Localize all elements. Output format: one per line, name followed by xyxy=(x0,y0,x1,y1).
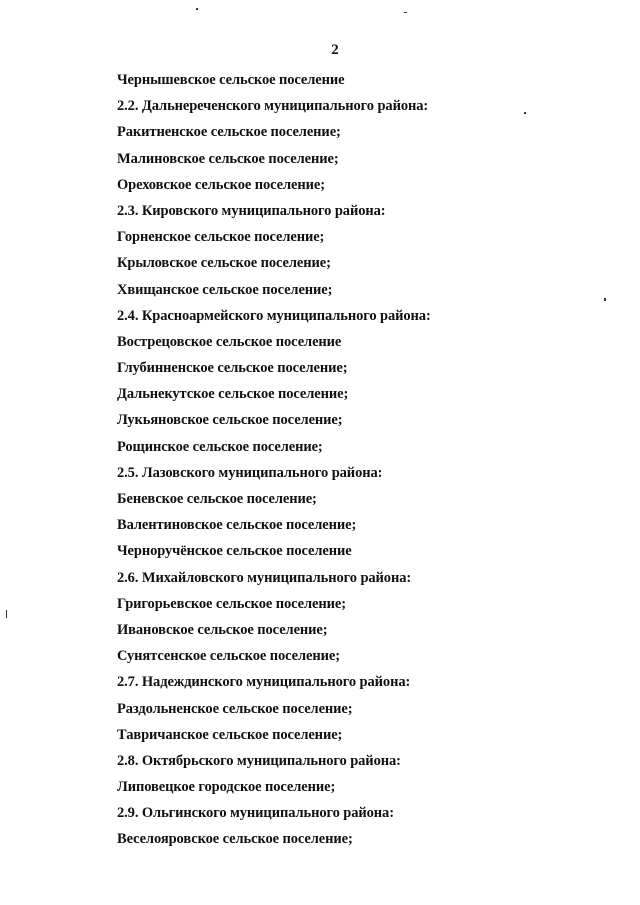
settlement-item: Дальнекутское сельское поселение; xyxy=(117,386,349,403)
settlement-item: Ивановское сельское поселение; xyxy=(117,621,328,638)
district-heading: 2.8. Октябрьского муниципального района: xyxy=(117,752,401,769)
settlement-item: Черноручёнское сельское поселение xyxy=(117,543,352,560)
settlement-item: Малиновское сельское поселение; xyxy=(117,150,339,167)
district-heading: 2.4. Красноармейского муниципального района: xyxy=(117,307,431,324)
settlement-item: Рощинское сельское поселение; xyxy=(117,438,323,455)
settlement-item: Веселояровское сельское поселение; xyxy=(117,831,353,848)
settlement-item: Ореховское сельское поселение; xyxy=(117,176,325,193)
scan-speck xyxy=(404,12,407,13)
settlement-item: Глубинненское сельское поселение; xyxy=(117,360,348,377)
scan-speck xyxy=(524,112,526,114)
page-number: 2 xyxy=(331,42,339,58)
settlement-item: Горненское сельское поселение; xyxy=(117,229,325,246)
district-heading: 2.9. Ольгинского муниципального района: xyxy=(117,805,394,822)
settlement-item: Сунятсенское сельское поселение; xyxy=(117,648,340,665)
settlement-item: Вострецовское сельское поселение xyxy=(117,333,342,350)
scan-speck xyxy=(6,610,7,618)
settlement-item: Валентиновское сельское поселение; xyxy=(117,517,357,534)
settlement-item: Чернышевское сельское поселение xyxy=(117,72,345,88)
district-heading: 2.6. Михайловского муниципального района: xyxy=(117,569,412,586)
settlement-item: Раздольненское сельское поселение; xyxy=(117,700,353,717)
district-heading: 2.3. Кировского муниципального района: xyxy=(117,202,386,219)
settlement-item: Лукьяновское сельское поселение; xyxy=(117,412,343,429)
scan-speck xyxy=(604,298,606,301)
settlement-item: Крыловское сельское поселение; xyxy=(117,255,331,272)
district-heading: 2.7. Надеждинского муниципального района: xyxy=(117,674,411,691)
settlement-item: Григорьевское сельское поселение; xyxy=(117,595,346,612)
settlement-item: Ракитненское сельское поселение; xyxy=(117,124,341,141)
settlement-item: Липовецкое городское поселение; xyxy=(117,779,336,796)
settlement-item: Хвищанское сельское поселение; xyxy=(117,281,333,298)
scan-speck xyxy=(196,8,198,10)
settlement-list xyxy=(117,67,597,853)
district-heading: 2.5. Лазовского муниципального района: xyxy=(117,464,383,481)
settlement-item: Беневское сельское поселение; xyxy=(117,491,317,507)
settlement-item: Тавричанское сельское поселение; xyxy=(117,726,343,743)
district-heading: 2.2. Дальнереченского муниципального района: xyxy=(117,98,429,115)
